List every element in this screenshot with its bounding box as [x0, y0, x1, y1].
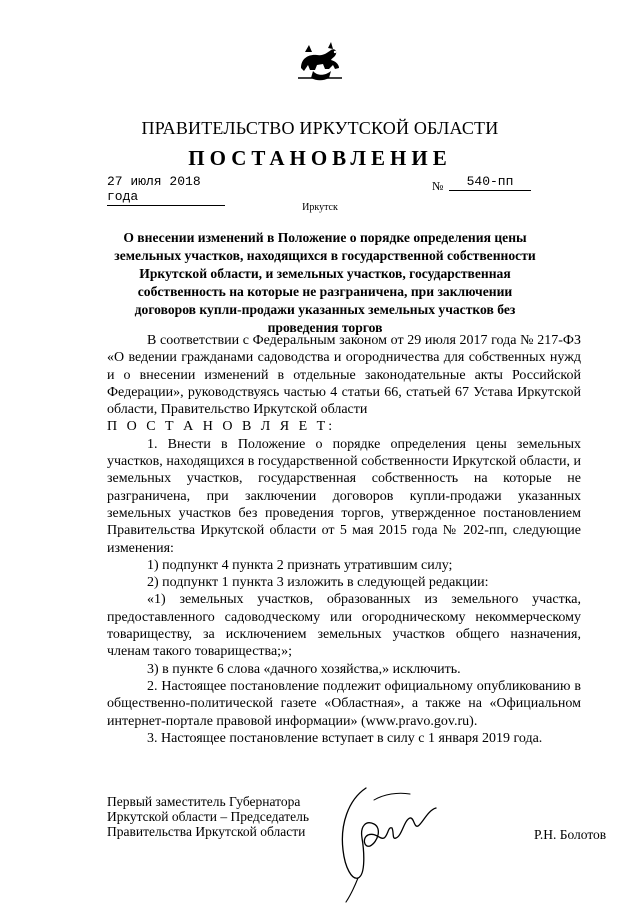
document-city: Иркутск [302, 202, 338, 213]
document-title: О внесении изменений в Положение о порядке определения цены земельных участков, находящихся в государственной собственности Иркутской области, и земельных участков, государственная собственность на которые не разграничена, при заключении договоров купли-продажи указанных земельных участков без проведения торгов [114, 230, 536, 335]
item-3: 3. Настоящее постановление вступает в силу с 1 января 2019 года. [147, 730, 543, 746]
signatory-position-line: Первый заместитель Губернатора [107, 794, 301, 809]
item-2: 2. Настоящее постановление подлежит официальному опубликованию в общественно-политической газете «Областная», а также на «Официальном интернет-портале правовой информации» (www.pravo.gov.ru). [107, 678, 581, 729]
item-1: 1. Внести в Положение о порядке определения цены земельных участков, находящихся в государственной собственности Иркутской области, и земельных участков, государственная собственность на которые не разграничена, при заключении договоров купли-продажи указанных земельных участков без проведения торгов, утвержденное постановлением Правительства Иркутской области от 5 мая 2015 года № 202-пп, следующие изменения: [107, 436, 581, 556]
irkutsk-babr-emblem-icon [295, 38, 345, 84]
signatory-position-line: Правительства Иркутской области [107, 824, 306, 839]
handwritten-signature-icon [318, 780, 458, 905]
signatory-position-line: Иркутской области – Председатель [107, 809, 309, 824]
document-type: ПОСТАНОВЛЕНИЕ [188, 146, 452, 170]
decree-word: П О С Т А Н О В Л Я Е Т: [107, 419, 336, 435]
signatory-position [107, 794, 309, 839]
document-body [107, 332, 581, 747]
item-1-subitem-3: 3) в пункте 6 слова «дачного хозяйства,» исключить. [147, 661, 461, 677]
signatory-name: Р.Н. Болотов [534, 827, 607, 842]
organization-name: ПРАВИТЕЛЬСТВО ИРКУТСКОЙ ОБЛАСТИ [141, 118, 499, 138]
item-1-subitem-1: 1) подпункт 4 пункта 2 признать утратившим силу; [147, 557, 453, 573]
item-1-subitem-2-text: «1) земельных участков, образованных из земельного участка, предоставленного садоводческому или огородническому некоммерческому товариществу, за исключением земельных участков общего назначения, членам такого товарищества;»; [107, 592, 581, 660]
preamble-paragraph: В соответствии с Федеральным законом от 29 июля 2017 года № 217-ФЗ «О ведении гражданами садоводства и огородничества для собственных нужд и о внесении изменений в отдельные законодательные акты Российской Федерации», руководствуясь частью 4 статьи 66, статьей 67 Устава Иркутской области, Правительство Иркутской области [107, 333, 581, 418]
number-sign: № [432, 179, 444, 193]
document-number: 540-пп [449, 174, 531, 191]
document-date: 27 июля 2018 года [107, 174, 225, 206]
item-1-subitem-2: 2) подпункт 1 пункта 3 изложить в следующей редакции: [147, 575, 489, 591]
